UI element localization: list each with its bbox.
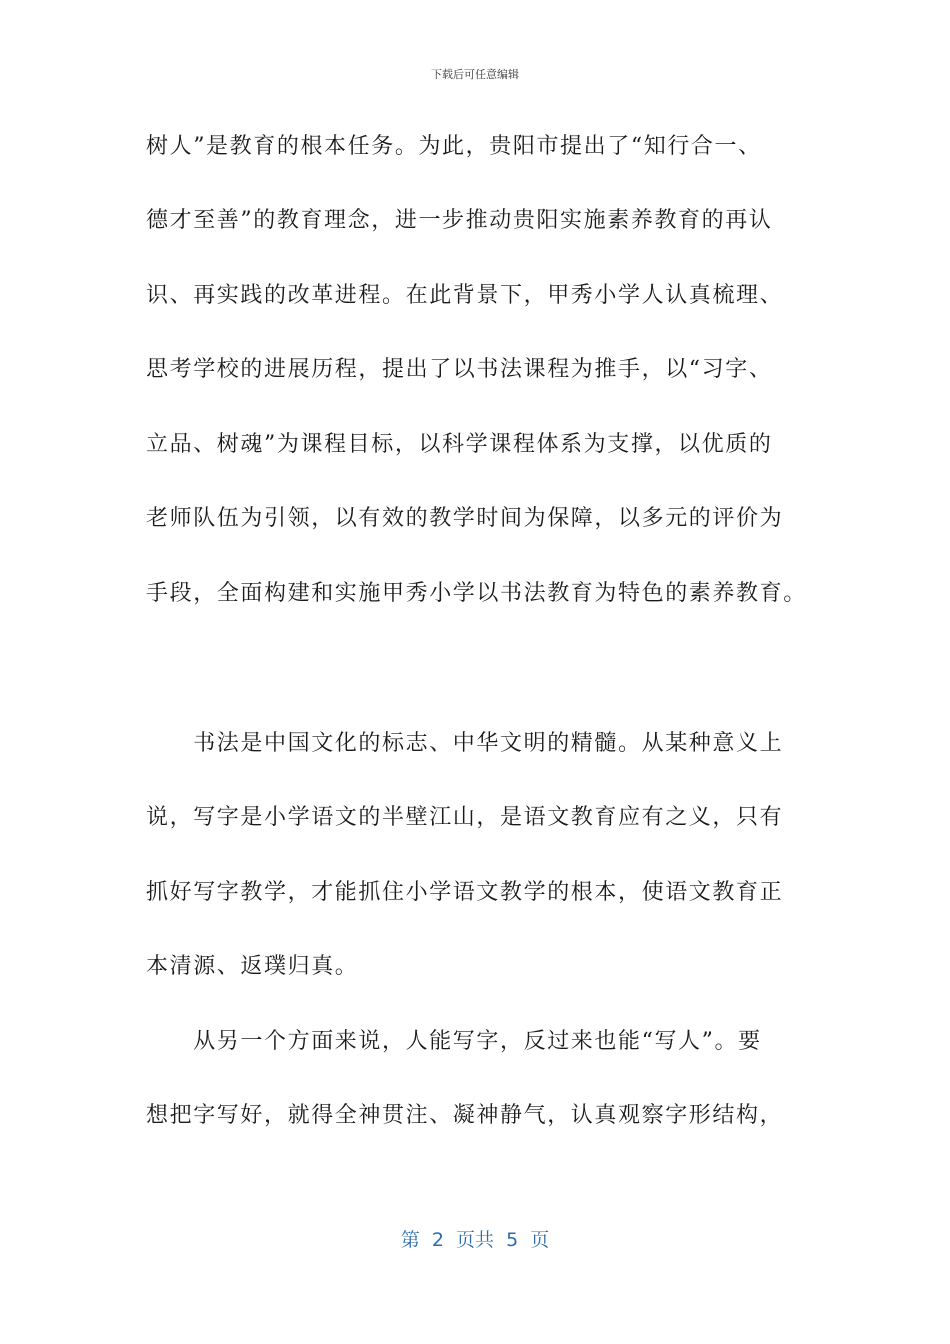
text-line: 本清源、返璞归真。 xyxy=(146,954,359,979)
text-line: 立品、树魂”为课程目标，以科学课程体系为支撑，以优质的 xyxy=(146,432,773,457)
text-line: 树人”是教育的根本任务。为此，贵阳市提出了“知行合一、 xyxy=(146,134,762,159)
page-number-footer: 第 2 页共 5 页 xyxy=(400,1229,550,1251)
text-line: 书法是中国文化的标志、中华文明的精髓。从某种意义上 xyxy=(146,731,784,756)
text-line: 手段，全面构建和实施甲秀小学以书法教育为特色的素养教育。 xyxy=(146,581,807,606)
text-line: 想把字写好，就得全神贯注、凝神静气，认真观察字形结构， xyxy=(146,1103,784,1128)
text-line: 德才至善”的教育理念，进一步推动贵阳实施素养教育的再认 xyxy=(146,208,773,233)
text-line: 从另一个方面来说，人能写字，反过来也能“写人”。要 xyxy=(146,1029,762,1054)
text-line: 说，写字是小学语文的半壁江山，是语文教育应有之义，只有 xyxy=(146,805,784,830)
text-line: 识、再实践的改革进程。在此背景下，甲秀小学人认真梳理、 xyxy=(146,283,784,308)
text-line: 抓好写字教学，才能抓住小学语文教学的根本，使语文教育正 xyxy=(146,880,784,905)
text-line: 思考学校的进展历程，提出了以书法课程为推手，以“习字、 xyxy=(146,357,773,382)
text-line: 老师队伍为引领，以有效的教学时间为保障，以多元的评价为 xyxy=(146,506,784,531)
page-header: 下载后可任意编辑 xyxy=(431,68,519,81)
